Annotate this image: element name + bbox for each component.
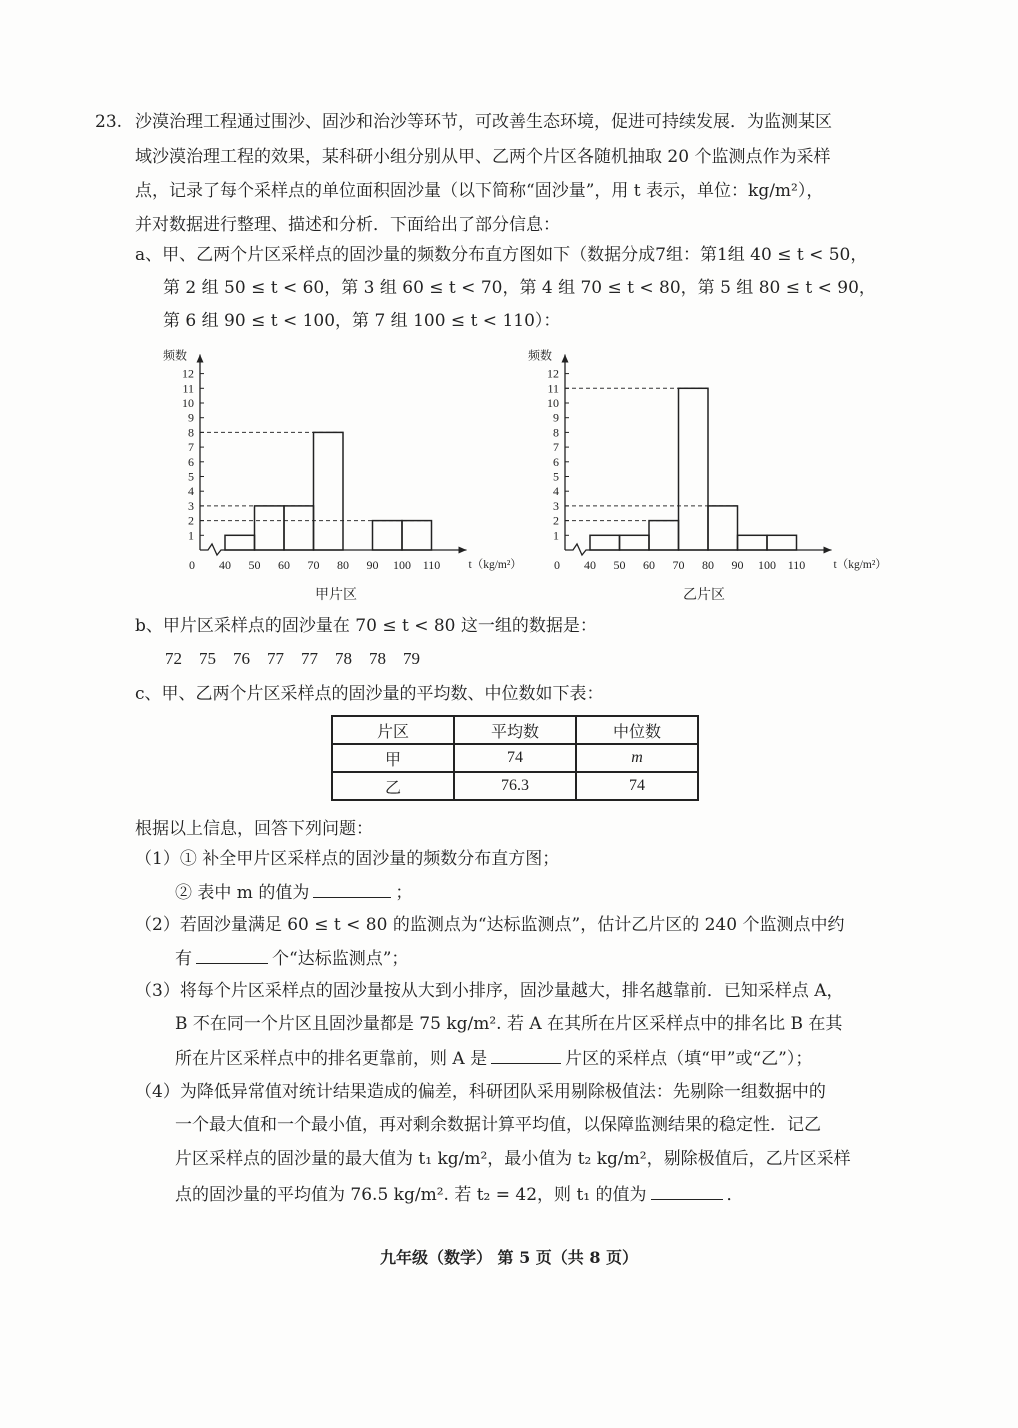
y-tick-label: 6: [188, 454, 194, 469]
histogram-bar: [708, 506, 738, 550]
q3-line-1: （3）将每个片区采样点的固沙量按从大到小排序，固沙量越大，排名越靠前．已知采样点 A，: [135, 981, 844, 1001]
histogram-bar: [590, 535, 620, 550]
histogram-bar: [373, 521, 403, 550]
x-axis-label: t（kg/m²）: [468, 559, 522, 571]
histogram-yi: [520, 340, 890, 580]
y-tick-label: 2: [553, 513, 559, 528]
table-cell: 76.3: [454, 772, 576, 800]
answer-blank-m[interactable]: [313, 879, 391, 898]
x-tick-label: 80: [702, 558, 714, 572]
histogram-bar: [649, 521, 679, 550]
q3-line-3-end: 片区的采样点（填“甲”或“乙”）；: [565, 1049, 813, 1069]
q2-line-2: [175, 945, 408, 971]
q2-line-2-end: 个“达标监测点”；: [272, 949, 409, 969]
y-tick-label: 8: [553, 425, 559, 440]
table-cell: 74: [576, 772, 698, 800]
y-tick-label: 5: [553, 469, 559, 484]
x-tick-label: 110: [422, 558, 441, 572]
q4-line-1: （4）为降低异常值对统计结果造成的偏差，科研团队采用剔除极值法：先剔除一组数据中的: [135, 1082, 826, 1102]
q1-part-1: （1）① 补全甲片区采样点的固沙量的频数分布直方图；: [135, 849, 560, 869]
table-cell: 乙: [332, 772, 454, 800]
table-cell: 74: [454, 744, 576, 772]
y-tick-label: 1: [188, 528, 194, 543]
y-tick-label: 4: [188, 484, 194, 499]
x-tick-label: 50: [248, 558, 261, 572]
answer-blank-q3[interactable]: [491, 1045, 561, 1064]
q3-line-3: [175, 1045, 812, 1071]
y-tick-label: 9: [188, 410, 194, 425]
part-a-line-2: 第 2 组 50 ≤ t < 60，第 3 组 60 ≤ t < 70，第 4 组 70 ≤ t < 80，第 5 组 80 ≤ t < 90，: [163, 278, 876, 298]
x-tick-label: 110: [787, 558, 806, 572]
x-tick-label: 0: [189, 558, 195, 572]
histogram-bar: [738, 535, 768, 550]
q1-part-2: [175, 879, 412, 905]
y-axis-arrow: [562, 354, 569, 362]
x-tick-label: 90: [366, 558, 379, 572]
histogram-bar: [225, 535, 255, 550]
table-header: 中位数: [576, 716, 698, 744]
x-tick-label: 60: [278, 558, 290, 572]
y-tick-label: 12: [182, 366, 194, 381]
q2-line-1: （2）若固沙量满足 60 ≤ t < 80 的监测点为“达标监测点”，估计乙片区的 240 个监测点中约: [135, 915, 845, 935]
q4-line-4: [175, 1181, 744, 1207]
y-axis-label: 频数: [163, 348, 188, 363]
q3-line-3-text: 所在片区采样点中的排名更靠前，则 A 是: [175, 1049, 488, 1069]
y-tick-label: 11: [182, 381, 194, 396]
x-tick-label: 50: [613, 558, 626, 572]
y-tick-label: 1: [553, 528, 559, 543]
part-c-line-1: c、甲、乙两个片区采样点的固沙量的平均数、中位数如下表：: [135, 684, 604, 704]
answer-blank-q2[interactable]: [196, 945, 268, 964]
table-cell: m: [576, 744, 698, 772]
x-tick-label: 0: [554, 558, 560, 572]
part-b-line-1: b、甲片区采样点的固沙量在 70 ≤ t < 80 这一组的数据是：: [135, 616, 597, 636]
y-axis-arrow: [197, 354, 204, 362]
part-a-line-1: a、甲、乙两个片区采样点的固沙量的频数分布直方图如下（数据分成7组：第1组 40 ≤ t < 50，: [135, 245, 868, 265]
x-tick-label: 100: [393, 558, 411, 572]
x-tick-label: 60: [643, 558, 655, 572]
part-a-line-3: 第 6 组 90 ≤ t < 100，第 7 组 100 ≤ t < 110）：: [163, 311, 561, 331]
page-footer: 九年级（数学） 第 5 页（共 8 页）: [379, 1248, 639, 1267]
table-cell: 甲: [332, 744, 454, 772]
chart-caption-yi: 乙片区: [683, 587, 725, 603]
question-number: 23.: [95, 112, 123, 132]
q2-line-2-text: 有: [175, 949, 192, 969]
x-axis: [200, 544, 467, 555]
histogram-jia: [155, 340, 522, 580]
intro-line-3: 点，记录了每个采样点的单位面积固沙量（以下简称“固沙量”，用 t 表示，单位：kg/m²），: [135, 181, 824, 201]
y-tick-label: 2: [188, 513, 194, 528]
table-header: 片区: [332, 716, 454, 744]
chart-caption-jia: 甲片区: [315, 587, 357, 603]
q4-line-4-text: 点的固沙量的平均值为 76.5 kg/m². 若 t₂ = 42，则 t₁ 的值为: [175, 1185, 647, 1205]
y-tick-label: 12: [547, 366, 559, 381]
y-tick-label: 10: [182, 396, 194, 410]
y-tick-label: 8: [188, 425, 194, 440]
y-tick-label: 9: [553, 410, 559, 425]
histogram-bar: [284, 506, 314, 550]
histogram-bar: [255, 506, 285, 550]
answer-blank-t1[interactable]: [651, 1181, 723, 1200]
x-axis-label: t（kg/m²）: [833, 559, 887, 571]
q3-line-2: B 不在同一个片区且固沙量都是 75 kg/m². 若 A 在其所在片区采样点中的排名比 B 在其: [175, 1014, 843, 1034]
x-axis-arrow: [459, 547, 467, 554]
x-tick-label: 80: [337, 558, 349, 572]
table-header-row: [332, 716, 698, 744]
y-tick-label: 7: [188, 440, 194, 455]
q4-line-4-end: ．: [726, 1185, 744, 1205]
x-axis: [565, 544, 832, 555]
histogram-bar: [679, 388, 709, 550]
x-tick-label: 70: [672, 558, 685, 572]
y-tick-label: 5: [188, 469, 194, 484]
table-header: 平均数: [454, 716, 576, 744]
y-axis-label: 频数: [528, 348, 553, 363]
x-tick-label: 40: [219, 558, 231, 572]
y-tick-label: 11: [547, 381, 559, 396]
table-row: [332, 744, 698, 772]
q1-part-2-end: ；: [395, 883, 413, 903]
stats-table: [331, 715, 699, 801]
x-axis-arrow: [824, 547, 832, 554]
x-tick-label: 90: [731, 558, 744, 572]
q4-line-2: 一个最大值和一个最小值，再对剩余数据计算平均值，以保障监测结果的稳定性．记乙: [175, 1115, 821, 1135]
y-tick-label: 7: [553, 440, 559, 455]
y-tick-label: 4: [553, 484, 559, 499]
histogram-bar: [402, 521, 432, 550]
table-row: [332, 772, 698, 800]
intro-line-1: 沙漠治理工程通过围沙、固沙和治沙等环节，可改善生态环境，促进可持续发展．为监测某区: [135, 112, 832, 132]
intro-line-4: 并对数据进行整理、描述和分析．下面给出了部分信息：: [135, 215, 560, 235]
y-tick-label: 3: [553, 498, 559, 513]
histogram-bar: [767, 535, 797, 550]
histogram-bar: [314, 432, 344, 550]
part-b-data: 72 75 76 77 77 78 78 79: [165, 649, 420, 668]
x-tick-label: 70: [307, 558, 320, 572]
intro-line-2: 域沙漠治理工程的效果，某科研小组分别从甲、乙两个片区各随机抽取 20 个监测点作为采样: [135, 147, 831, 167]
q1-part-2-text: ② 表中 m 的值为: [175, 883, 310, 903]
histogram-bar: [620, 535, 650, 550]
q4-line-3: 片区采样点的固沙量的最大值为 t₁ kg/m²，最小值为 t₂ kg/m²，剔除极值后，乙片区采样: [175, 1149, 851, 1169]
y-tick-label: 6: [553, 454, 559, 469]
x-tick-label: 100: [758, 558, 776, 572]
y-tick-label: 10: [547, 396, 559, 410]
questions-lead: 根据以上信息，回答下列问题：: [135, 819, 373, 839]
y-tick-label: 3: [188, 498, 194, 513]
x-tick-label: 40: [584, 558, 596, 572]
